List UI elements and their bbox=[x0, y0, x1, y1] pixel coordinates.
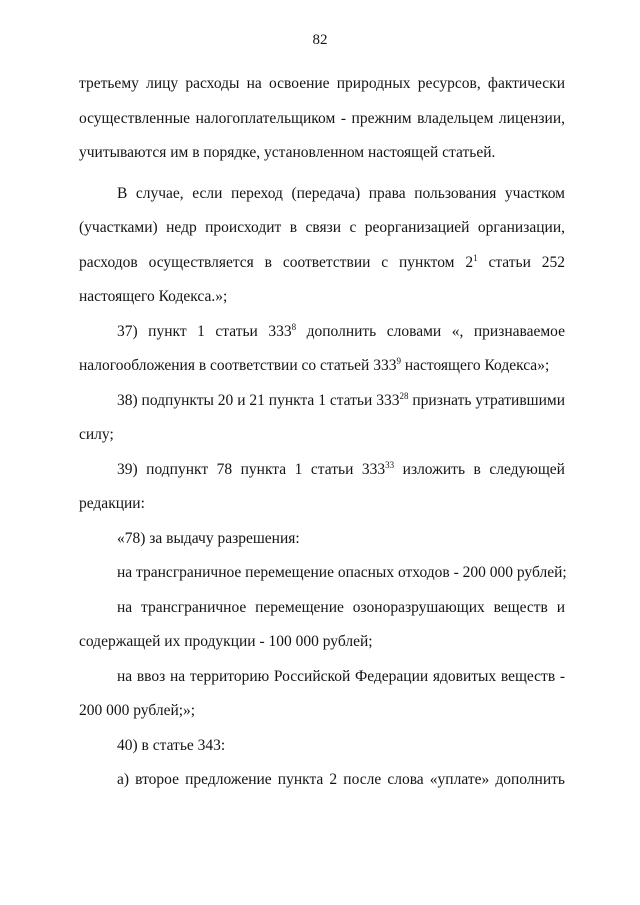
text-line bbox=[79, 246, 565, 281]
text-line: настоящего Кодекса.»; bbox=[79, 288, 228, 305]
superscript: 8 bbox=[291, 321, 297, 332]
text-segment: статьи 252 bbox=[477, 253, 565, 271]
text-segment: 37) пункт 1 статьи 333 bbox=[117, 322, 292, 340]
text-segment: 38) подпункты 20 и 21 пункта 1 статьи 333 bbox=[117, 391, 400, 409]
page-number: 82 bbox=[312, 32, 328, 48]
text-line bbox=[79, 453, 565, 488]
text-line: учитываются им в порядке, установленном настоящей статьей. bbox=[79, 144, 496, 161]
text-segment: налогообложения в соответствии со статьей 333 bbox=[79, 357, 397, 374]
text-line: силу; bbox=[79, 426, 114, 443]
superscript: 9 bbox=[396, 356, 401, 366]
text-line: на трансграничное перемещение озоноразрушающих веществ и bbox=[117, 598, 565, 616]
text-line: а) второе предложение пункта 2 после слова «уплате» дополнить bbox=[117, 771, 565, 788]
text-line: на ввоз на территорию Российской Федерации ядовитых веществ - bbox=[117, 667, 565, 685]
text-line bbox=[79, 315, 565, 350]
text-line: содержащей их продукции - 100 000 рублей; bbox=[79, 633, 373, 650]
document-body bbox=[79, 67, 565, 798]
text-segment: расходов осуществляется в соответствии с пунктом 2 bbox=[79, 253, 474, 271]
superscript: 33 bbox=[385, 459, 395, 470]
text-line: 200 000 рублей;»; bbox=[79, 702, 196, 719]
superscript: 1 bbox=[473, 252, 478, 263]
text-segment: признать утратившими bbox=[408, 391, 565, 409]
text-line bbox=[79, 349, 565, 384]
text-line: В случае, если переход (передача) права пользования участком bbox=[117, 184, 565, 202]
text-line: осуществленные налогоплательщиком - прежним владельцем лицензии, bbox=[79, 109, 565, 127]
text-segment: изложить в следующей bbox=[394, 460, 565, 478]
text-line bbox=[79, 384, 565, 419]
text-segment: 39) подпункт 78 пункта 1 статьи 333 bbox=[117, 460, 386, 478]
text-line: (участками) недр происходит в связи с реорганизацией организации, bbox=[79, 219, 565, 236]
text-segment: настоящего Кодекса»; bbox=[400, 357, 550, 374]
text-line: «78) за выдачу разрешения: bbox=[117, 529, 300, 547]
text-line: редакции: bbox=[79, 495, 145, 512]
superscript: 28 bbox=[399, 390, 409, 401]
text-segment: дополнить словами «, признаваемое bbox=[306, 322, 565, 340]
text-line: 40) в статье 343: bbox=[117, 736, 226, 754]
text-line: третьему лицу расходы на освоение природных ресурсов, фактически bbox=[79, 75, 565, 92]
text-line: на трансграничное перемещение опасных отходов - 200 000 рублей; bbox=[117, 564, 567, 581]
